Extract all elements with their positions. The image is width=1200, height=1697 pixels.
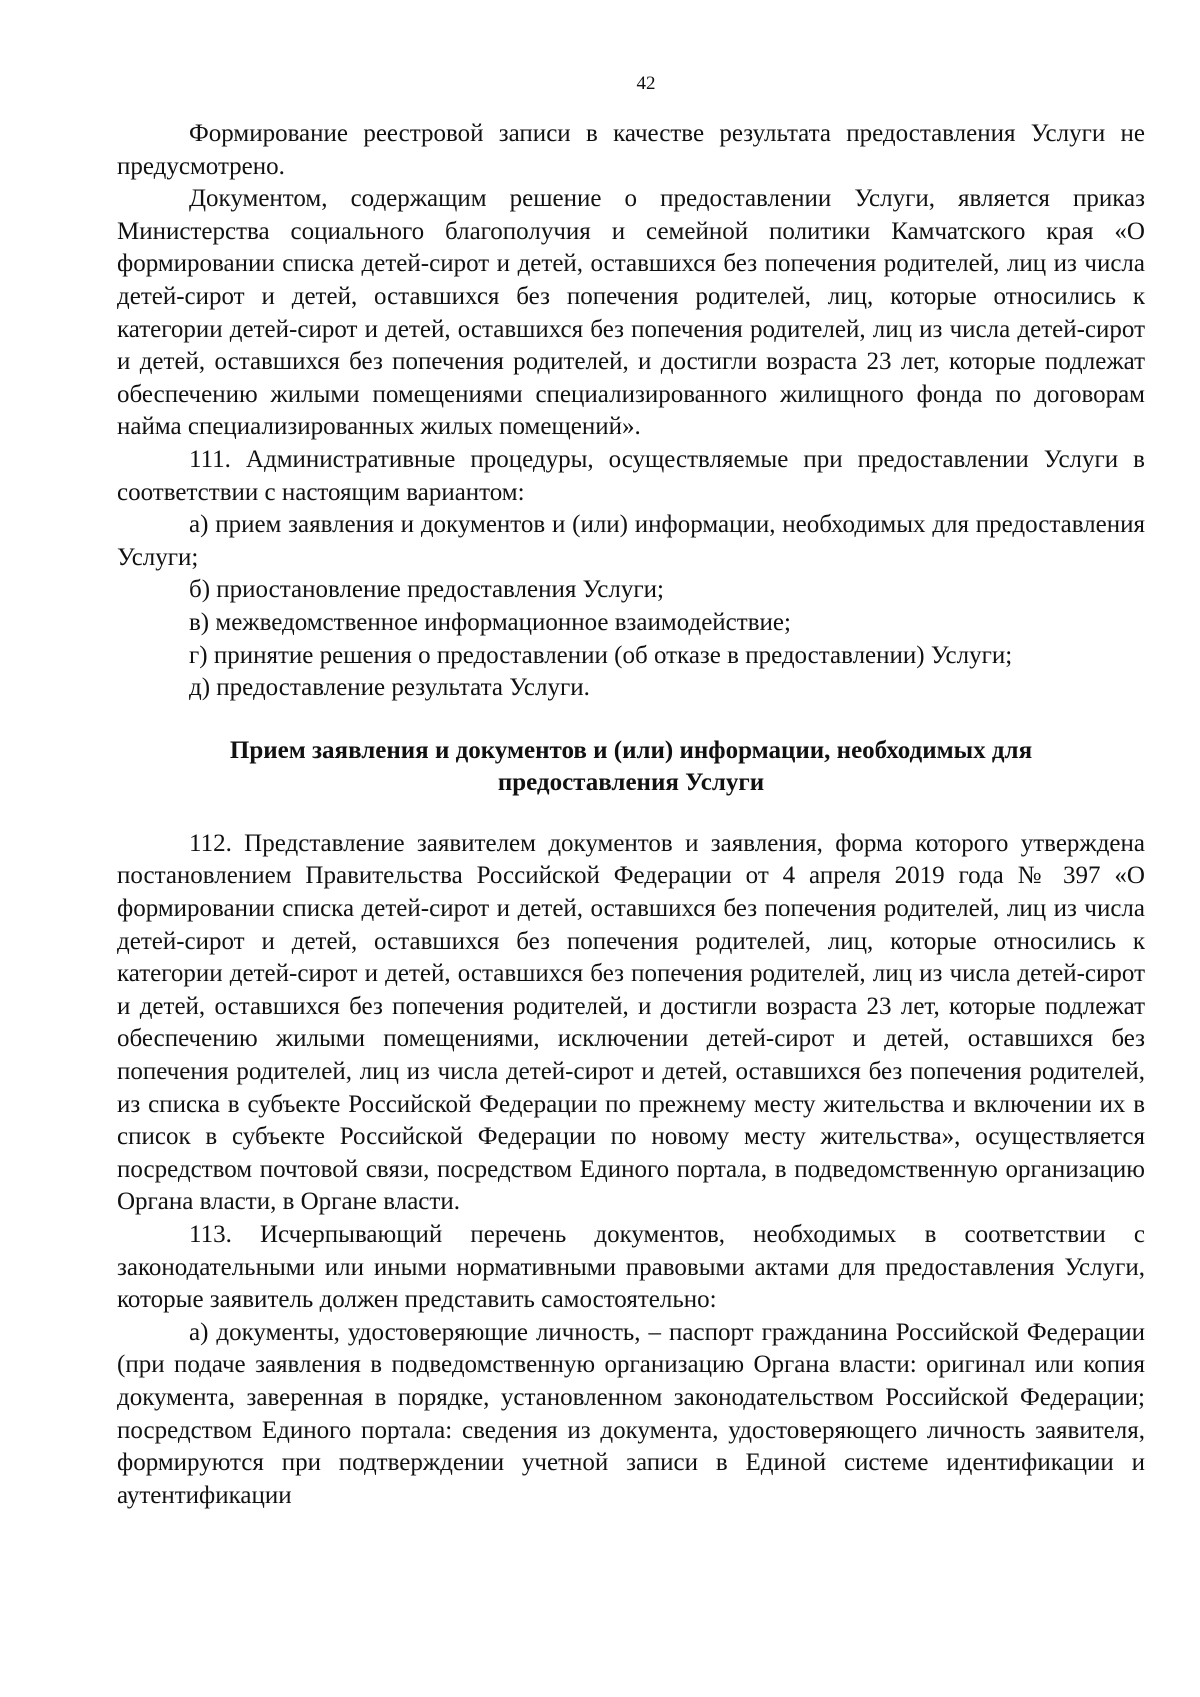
list-item-113-a: а) документы, удостоверяющие личность, – паспорт гражданина Российской Федерации (при подаче заявления в подведомственную организацию Органа власти: оригинал или копия документа, заверенная в порядке, установленном законодательством Российской Федерации; посредством Единого портала: сведения из документа, удостоверяющего личность заявителя, формируются при подтверждении учетной записи в Единой системе идентификации и аутентификации (117, 1318, 1145, 1509)
page-number: 42 (636, 73, 656, 94)
paragraph-item-113: 113. Исчерпывающий перечень документов, необходимых в соответствии с законодательными или иными нормативными правовыми актами для предоставления Услуги, которые заявитель должен представить самостоятельно: (117, 1221, 1145, 1314)
paragraph-registry-record: Формирование реестровой записи в качестве результата предоставления Услуги не предусмотрено. (117, 120, 1145, 180)
list-item-v: в) межведомственное информационное взаимодействие; (189, 608, 791, 636)
list-item-g: г) принятие решения о предоставлении (об отказе в предоставлении) Услуги; (189, 641, 1013, 669)
list-item-a: а) прием заявления и документов и (или) информации, необходимых для предоставления Услуги; (117, 511, 1145, 571)
document-page (117, 72, 1145, 1512)
paragraph-item-112: 112. Представление заявителем документов и заявления, форма которого утверждена постановлением Правительства Российской Федерации от 4 апреля 2019 года № 397 «О формировании списка детей-сирот и детей, оставшихся без попечения родителей, лиц из числа детей-сирот и детей, оставшихся без попечения родителей, лиц, которые относились к категории детей-сирот и детей, оставшихся без попечения родителей, лиц из числа детей-сирот и детей, оставшихся без попечения родителей, и достигли возраста 23 лет, которые подлежат обеспечению жилыми помещениями, исключении детей-сирот и детей, оставшихся без попечения родителей, лиц из числа детей-сирот и детей, оставшихся без попечения родителей, из списка в субъекте Российской Федерации по прежнему месту жительства и включении их в список в субъекте Российской Федерации по новому месту жительства», осуществляется посредством почтовой связи, посредством Единого портала, в подведомственную организацию Органа власти, в Органе власти. (117, 829, 1145, 1216)
paragraph-decision-document: Документом, содержащим решение о предоставлении Услуги, является приказ Министерства социального благополучия и семейной политики Камчатского края «О формировании списка детей-сирот и детей, оставшихся без попечения родителей, лиц из числа детей-сирот и детей, оставшихся без попечения родителей, лиц, которые относились к категории детей-сирот и детей, оставшихся без попечения родителей, лиц из числа детей-сирот и детей, оставшихся без попечения родителей, и достигли возраста 23 лет, которые подлежат обеспечению жилыми помещениями специализированного жилищного фонда по договорам найма специализированных жилых помещений». (117, 185, 1145, 441)
list-item-d: д) предоставление результата Услуги. (189, 674, 590, 702)
section-heading: Прием заявления и документов и (или) информации, необходимых для предоставления Услуги (229, 736, 1033, 797)
paragraph-item-111: 111. Административные процедуры, осуществляемые при предоставлении Услуги в соответствии с настоящим вариантом: (117, 445, 1145, 506)
list-item-b: б) приостановление предоставления Услуги; (189, 576, 664, 604)
